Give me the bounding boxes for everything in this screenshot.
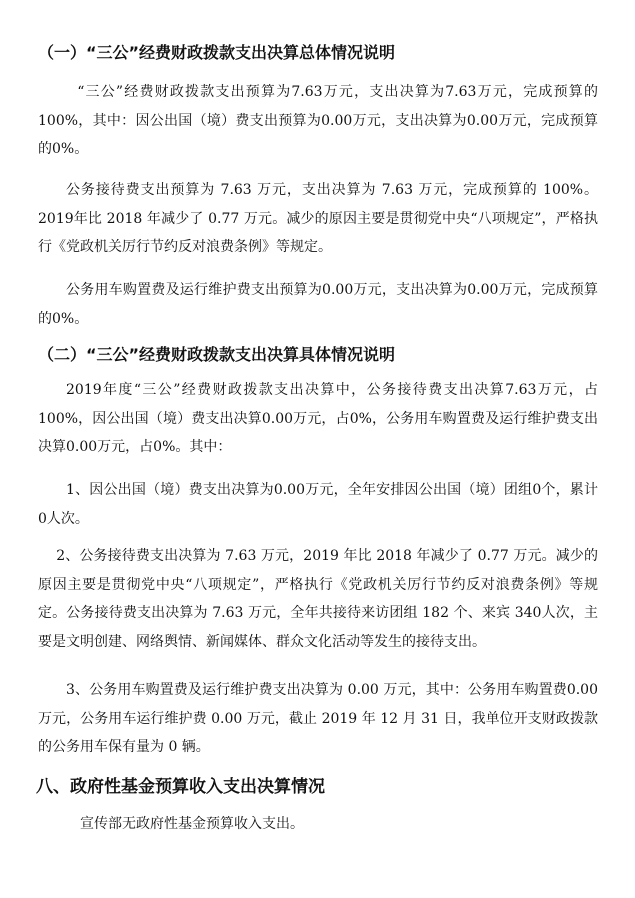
paragraph-official-reception: 2、公务接待费支出决算为 7.63 万元，2019 年比 2018 年减少了 0.77 万元。减少的原因主要是贯彻党中央“八项规定”，严格执行《党政机关厉行节约反对浪费条例》等规定。公务接待费支出决算为 7.63 万元，全年共接待来访团组 182 个、来宾 340人次，主要是文明创建、网络舆情、新闻媒体、群众文化活动等发生的接待支出。 bbox=[38, 548, 598, 650]
section-heading-2: （二）“三公”经费财政拨款支出决算具体情况说明 bbox=[38, 345, 396, 364]
section-heading-8: 八、政府性基金预算收入支出决算情况 bbox=[36, 777, 325, 797]
section-heading-1: （一）“三公”经费财政拨款支出决算总体情况说明 bbox=[38, 43, 396, 62]
paragraph-budget-overview: “三公”经费财政拨款支出预算为7.63万元，支出决算为7.63万元，完成预算的100%，其中：因公出国（境）费支出预算为0.00万元，支出决算为0.00万元，完成预算的0%。 bbox=[38, 84, 598, 157]
paragraph-reception-budget: 公务接待费支出预算为 7.63 万元，支出决算为 7.63 万元，完成预算的 100%。2019年比 2018 年减少了 0.77 万元。减少的原因主要是贯彻党中央“八项规定”，严格执行《党政机关厉行节约反对浪费条例》等规定。 bbox=[38, 182, 598, 255]
paragraph-final-accounts-summary: 2019年度“三公”经费财政拨款支出决算中，公务接待费支出决算7.63万元，占100%，因公出国（境）费支出决算0.00万元，占0%，公务用车购置费及运行维护费支出决算0.00万元，占0%。其中： bbox=[38, 382, 598, 455]
paragraph-government-fund: 宣传部无政府性基金预算收入支出。 bbox=[80, 816, 304, 832]
paragraph-overseas-travel: 1、因公出国（境）费支出决算为0.00万元，全年安排因公出国（境）团组0个，累计0人次。 bbox=[38, 482, 598, 527]
paragraph-official-vehicles: 3、公务用车购置费及运行维护费支出决算为 0.00 万元，其中：公务用车购置费0.00 万元，公务用车运行维护费 0.00 万元，截止 2019 年 12 月 31 日，我单位开支财政拨款的公务用车保有量为 0 辆。 bbox=[38, 682, 598, 755]
paragraph-vehicle-budget: 公务用车购置费及运行维护费支出预算为0.00万元，支出决算为0.00万元，完成预算的0%。 bbox=[38, 282, 598, 327]
